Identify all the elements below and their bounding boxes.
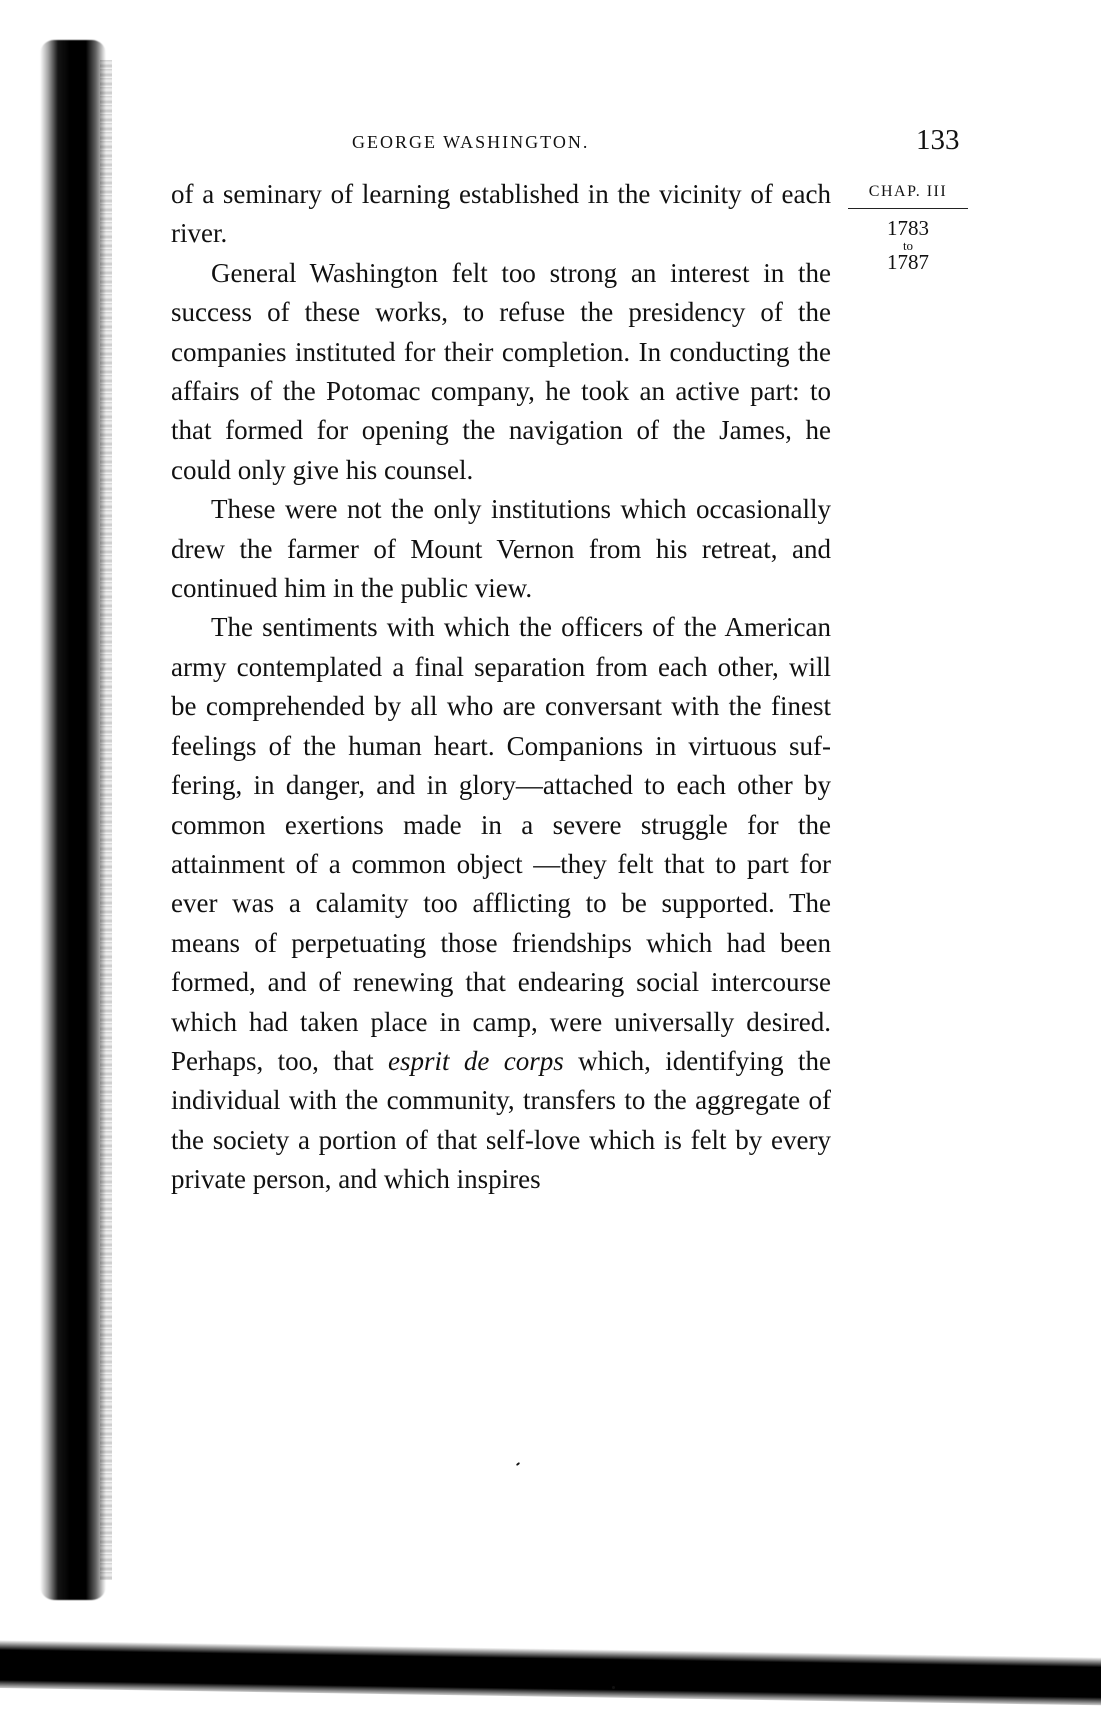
paragraph-4-part-1: The sentiments with which the officers of the American army contemplated a final separation from each other, will be comprehended by all who are conversant with the finest feelings of the human heart. Companions in virtuous suffering, in danger, and in glory—attached to each other by common exertions made in a severe struggle for the attainment of a common object —they felt that to part for ever was a calamity too afflicting to be supported. The means of perpetuating those friendships which had been formed, and of renewing that endearing social intercourse which had taken place in camp, were universally desired. Perhaps, too, that [171, 612, 831, 1076]
year-start: 1783 [887, 216, 929, 240]
page-edge-texture [100, 60, 112, 1580]
binding-shadow [40, 40, 106, 1600]
paragraph-3: These were not the only institutions which occasionally drew the farmer of Mount Vernon from his retreat, and continued him in the public view. [171, 494, 831, 604]
year-join: to [902, 238, 914, 253]
paragraph-4 [171, 608, 831, 1199]
italic-phrase: esprit de corps [388, 1045, 564, 1076]
body-text [171, 175, 831, 1200]
scan-speck [516, 1462, 520, 1466]
year-end: 1787 [887, 250, 929, 274]
running-head: GEORGE WASHINGTON. [352, 132, 590, 152]
margin-note [848, 183, 968, 274]
paragraph-1: of a seminary of learning established in the vicinity of each river. [171, 179, 831, 249]
paragraph-4-part-2: which, identifying the individual with the community, transfers to the aggregate of the society a portion of that self-love which is felt by every private person, and which inspires [171, 1045, 832, 1195]
scan-speck [612, 1686, 615, 1689]
chapter-label: CHAP. III [848, 183, 968, 209]
bottom-scan-shadow [0, 1640, 1101, 1705]
paragraph-2: General Washington felt too strong an interest in the success of these works, to refuse the presidency of the companies instituted for their completion. In conducting the affairs of the Potomac company, he took an active part: to that formed for opening the navigation of the James, he could only give his counsel. [171, 257, 831, 485]
page-number: 133 [916, 124, 960, 156]
